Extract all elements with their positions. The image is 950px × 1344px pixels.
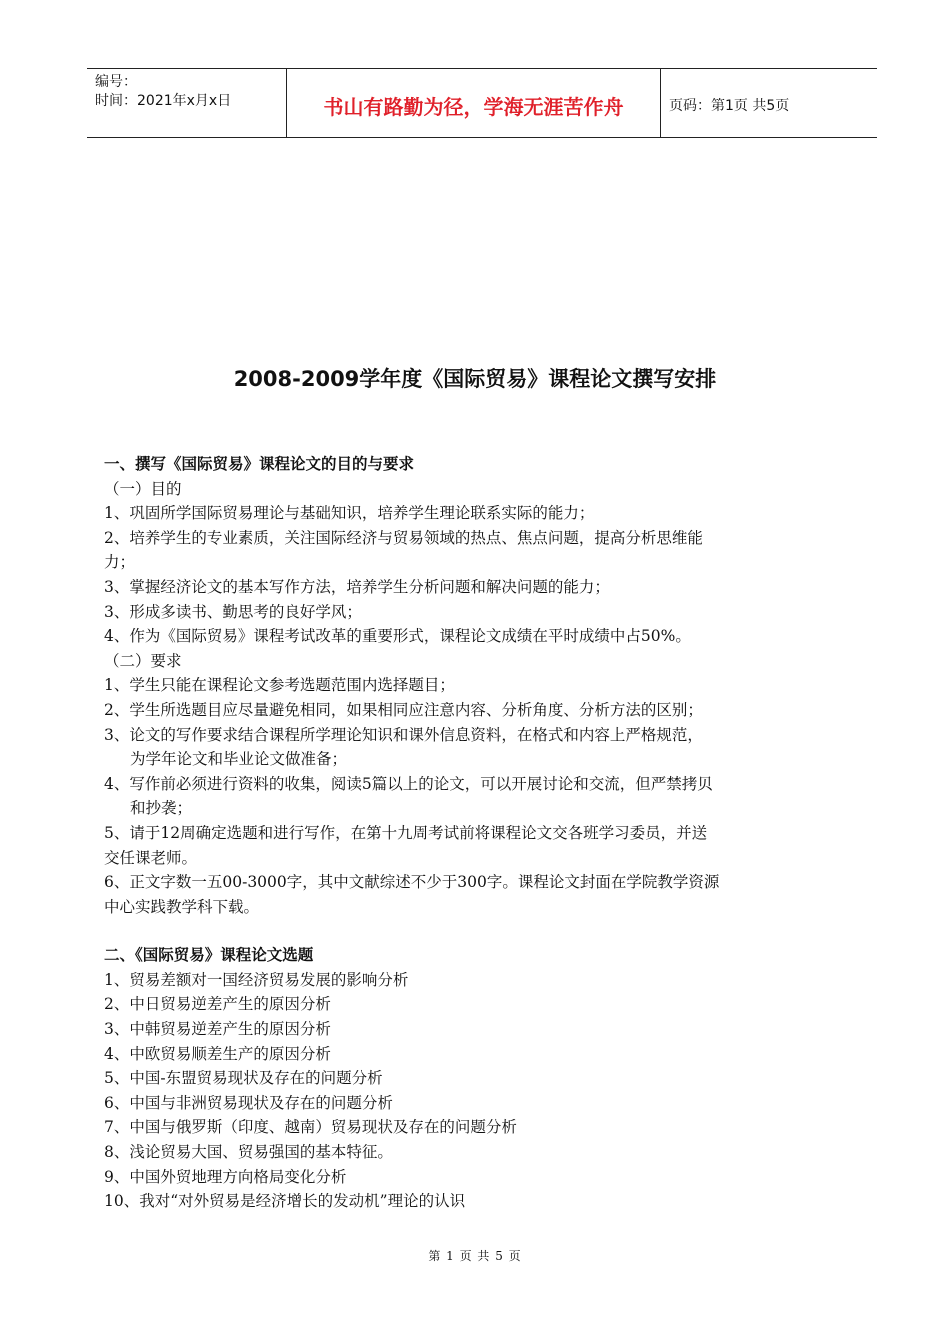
topic-item: 6、中国与非洲贸易现状及存在的问题分析 [104, 1093, 393, 1112]
document-title: 2008-2009学年度《国际贸易》课程论文撰写安排 [233, 367, 717, 391]
topic-item: 5、中国-东盟贸易现状及存在的问题分析 [104, 1069, 383, 1088]
purpose-item: 1、巩固所学国际贸易理论与基础知识，培养学生理论联系实际的能力； [104, 504, 595, 523]
purpose-item: 2、培养学生的专业素质，关注国际经济与贸易领域的热点、焦点问题，提高分析思维能 [104, 528, 703, 547]
purpose-item-cont: 力； [104, 553, 136, 572]
requirement-item-cont: 和抄袭； [130, 799, 193, 818]
header-page-info: 页码：第1页 共5页 [669, 98, 790, 114]
header-meta-cell [87, 69, 287, 137]
topic-item: 7、中国与俄罗斯（印度、越南）贸易现状及存在的问题分析 [104, 1118, 517, 1137]
requirement-item: 5、请于12周确定选题和进行写作，在第十九周考试前将课程论文交各班学习委员，并送 [104, 823, 708, 842]
page-footer: 第 1 页 共 5 页 [428, 1249, 522, 1263]
requirement-item-cont: 中心实践教学科下载。 [104, 897, 260, 916]
section1-sub-purpose: （一）目的 [104, 479, 182, 498]
requirement-item: 6、正文字数一五00-3000字，其中文献综述不少于300字。课程论文封面在学院教学资源 [104, 873, 720, 892]
header-motto: 书山有路勤为径，学海无涯苦作舟 [287, 69, 661, 137]
requirement-item: 1、学生只能在课程论文参考选题范围内选择题目； [104, 676, 455, 695]
topic-item: 4、中欧贸易顺差生产的原因分析 [104, 1044, 331, 1063]
topic-item: 2、中日贸易逆差产生的原因分析 [104, 995, 331, 1014]
requirement-item: 4、写作前必须进行资料的收集，阅读5篇以上的论文，可以开展讨论和交流，但严禁拷贝 [104, 774, 713, 793]
requirement-item-cont: 为学年论文和毕业论文做准备； [130, 750, 348, 769]
topic-item: 8、浅论贸易大国、贸易强国的基本特征。 [104, 1143, 393, 1162]
purpose-item: 4、作为《国际贸易》课程考试改革的重要形式，课程论文成绩在平时成绩中占50%。 [104, 627, 691, 646]
requirement-item-cont: 交任课老师。 [104, 848, 198, 867]
number-label: 编号： [95, 74, 137, 90]
requirement-item: 2、学生所选题目应尽量避免相同，如果相同应注意内容、分析角度、分析方法的区别； [104, 700, 703, 719]
topic-item: 3、中韩贸易逆差产生的原因分析 [104, 1020, 331, 1039]
section1-sub-requirements: （二）要求 [104, 651, 182, 670]
time-label: 时间：2021年x月x日 [95, 93, 232, 109]
section1-heading: 一、撰写《国际贸易》课程论文的目的与要求 [104, 455, 415, 473]
topic-item: 9、中国外贸地理方向格局变化分析 [104, 1167, 347, 1186]
header-table [87, 68, 877, 138]
section-gap [104, 919, 864, 943]
section2-heading: 二、《国际贸易》课程论文选题 [104, 946, 314, 965]
purpose-item: 3、形成多读书、勤思考的良好学风； [104, 602, 362, 621]
topic-item: 10、我对“对外贸易是经济增长的发动机”理论的认识 [104, 1192, 466, 1211]
document-body [104, 452, 864, 1214]
requirement-item: 3、论文的写作要求结合课程所学理论知识和课外信息资料，在格式和内容上严格规范， [104, 725, 703, 744]
topic-item: 1、贸易差额对一国经济贸易发展的影响分析 [104, 970, 409, 989]
purpose-item: 3、掌握经济论文的基本写作方法，培养学生分析问题和解决问题的能力； [104, 577, 610, 596]
